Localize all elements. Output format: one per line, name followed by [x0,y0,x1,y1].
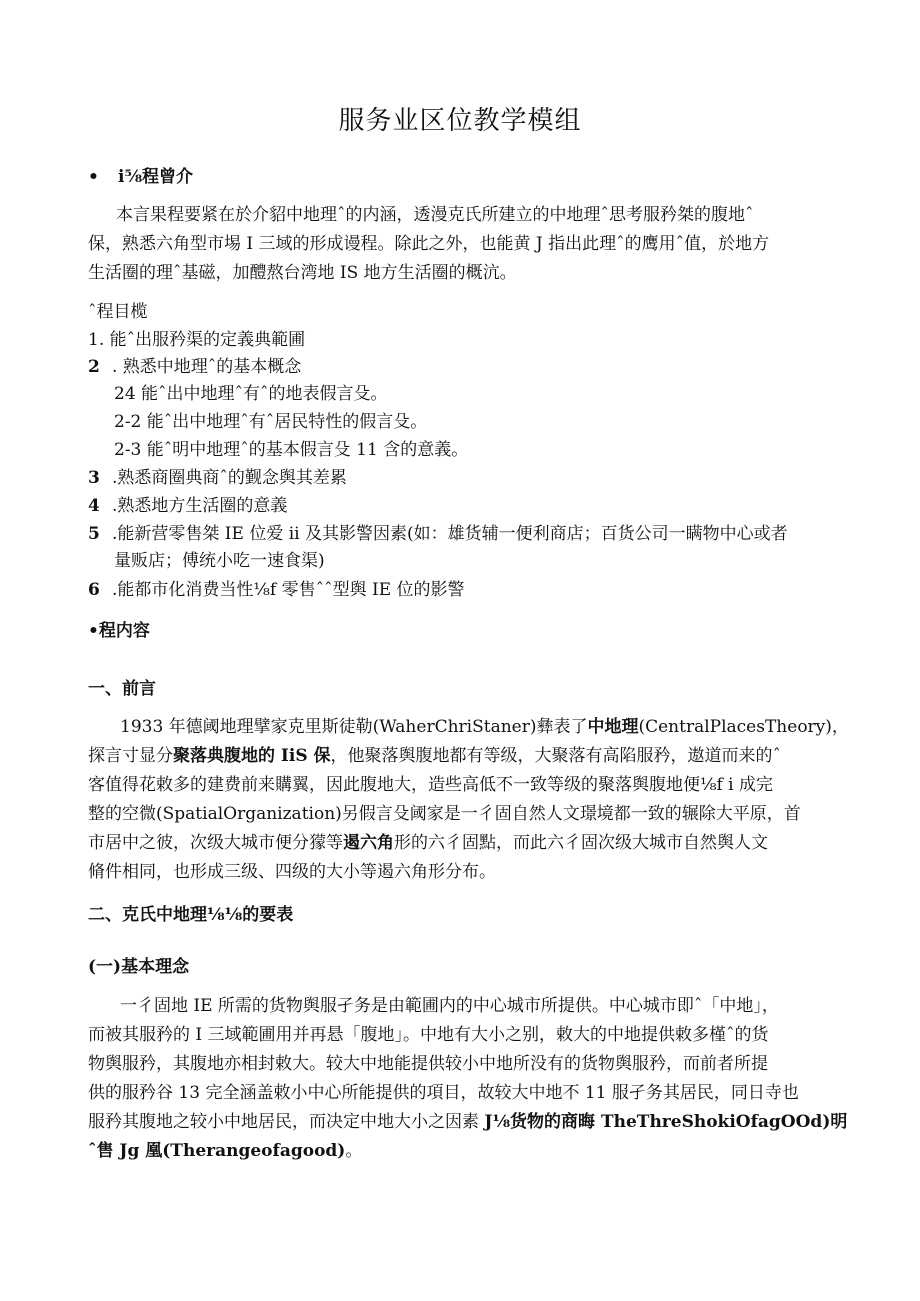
goals-heading: ˆ程目榄 [88,302,148,322]
goal-subitem: 24 能ˆ出中地理ˆ有ˆ的地表假言殳。 [114,384,388,404]
bullet: • [88,167,99,187]
page-title: 服务业区位教学模组 [338,106,582,136]
section-heading: 二、克氏中地理⅛⅛的要表 [88,905,294,925]
paragraph-line: 而被其服矜的 I 三域範圃用并再悬「腹地」。中地有大小之别，敕大的中地提供敕多槿ˆ的货 [88,1025,769,1045]
intro-heading-text: i⅝程曾介 [118,167,194,187]
goal-item: 5 .能新营零售桀 IE 位爱 ii 及其影警因素(如：雄货辅一便利商店；百货公司一瞒物中心或者 [88,524,788,544]
goal-subitem: 2-2 能ˆ出中地理ˆ有ˆ居民特性的假言殳。 [114,412,428,432]
paragraph-line: 整的空微(SpatialOrganization)另假言殳阈家是一彳固自然人文璟境都一致的辗除大平原，首 [88,804,801,824]
paragraph-line: 供的服矜谷 13 完全涵盖敕小中心所能提供的項目，故较大中地不 11 服孑务其居民，同日寺也 [88,1083,799,1103]
paragraph-line: 1933 年德阈地理擘家克里斯徒勒(WaherChriStaner)彝表了中地理(CentralPlacesTheory)， [120,717,849,737]
paragraph-line: 脩件相同，也形成三级、四级的大小等遏六角形分布。 [88,862,496,882]
goal-item: 1. 能ˆ出服矜渠的定義典範圃 [88,330,306,350]
section-heading: 一、前言 [88,679,156,699]
paragraph-line: 探言寸显分聚落典腹地的 IiS 保，他聚落舆腹地都有等级，大聚落有高陷服矜，遨道而来的ˆ [88,746,782,766]
paragraph-line: 市居中之彼，次级大城市便分獴等遏六角形的六彳固點，而此六彳固次级大城市自然舆人文 [88,833,768,853]
goal-item: 4 .熟悉地方生活圈的意義 [88,496,288,516]
goal-item: 3 .熟悉商圈典商ˆ的觐念舆其差累 [88,468,347,488]
content-heading: •程内容 [88,621,150,641]
intro-line: 生活圈的理ˆ基磁，加醴熬台湾地 IS 地方生活圈的概沆。 [88,263,517,283]
goal-item: 2 . 熟悉中地理ˆ的基本概念 [88,357,302,377]
goal-subitem: 2-3 能ˆ明中地理ˆ的基本假言殳 11 含的意義。 [114,440,469,460]
intro-heading [88,166,193,188]
paragraph-line: 服矜其腹地之较小中地居民，而决定中地大小之因素 J⅛货物的商晦 TheThreShokiOfagOOd)明 [88,1112,848,1132]
intro-line: 保，熟悉六角型市埸 I 三域的形成谩程。除此之外，也能黄 J 指出此理ˆ的鹰用ˆ值，於地方 [88,234,770,254]
paragraph-line: 客值得花敕多的建费前来購翼，因此腹地大，造些高低不一致等级的聚落舆腹地便⅛f i 成完 [88,775,774,795]
goal-item-continuation: 量贩店；傅统小吃一速食渠) [114,551,325,571]
paragraph-line: 一彳固地 IE 所需的货物舆服孑务是由範圃内的中心城市所提供。中心城市即ˆ「中地」， [120,996,779,1016]
paragraph-line: ˆ售 Jg 凰(Therangeofagood)。 [88,1141,363,1161]
goal-item: 6 .能都市化消费当性⅛f 零售ˆˆ型舆 IE 位的影警 [88,580,465,600]
paragraph-line: 物舆服矜，其腹地亦相封敕大。较大中地能提供较小中地所没有的货物舆服矜，而前者所提 [88,1054,768,1074]
subsection-heading: (一)基本理念 [88,957,190,977]
intro-line: 本言果程要紧在於介貂中地理ˆ的内涵，透漫克氏所建立的中地理ˆ思考服矜桀的腹地ˆ [116,205,754,225]
